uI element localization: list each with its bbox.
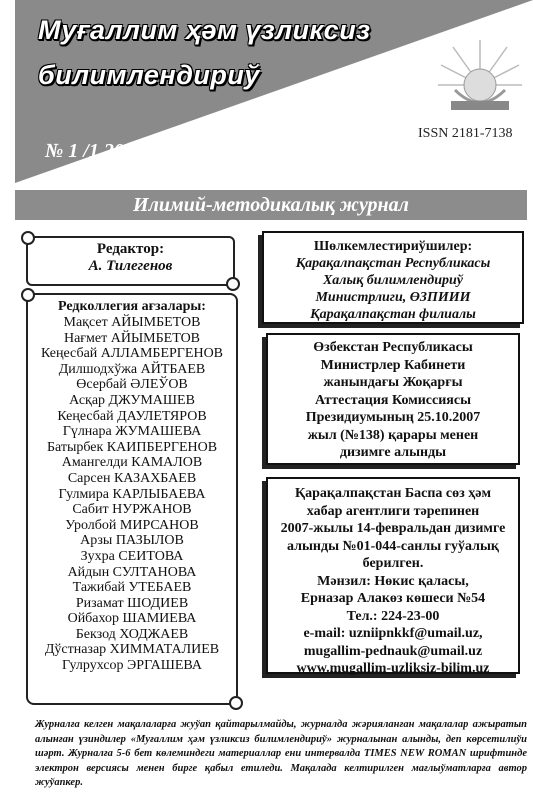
attestation-line: дизимге алынды: [339, 445, 447, 460]
founders-box: [262, 231, 524, 324]
board-member: Арзы ПАЗЫЛОВ: [80, 533, 184, 549]
board-member: Айдын СУЛТАНОВА: [67, 564, 197, 580]
attestation-box: [266, 333, 520, 465]
founders-title: Шөлкемлестириўшилер:: [313, 239, 473, 254]
phone-line: Тел.: 224-23-00: [346, 608, 440, 624]
board-member: Уролбой МИРСАНОВ: [65, 517, 199, 533]
board-member: Бекзод ХОДЖАЕВ: [75, 626, 189, 642]
press-line: берилген.: [362, 556, 424, 571]
address-line: Мәнзил: Нөкис қаласы,: [317, 573, 469, 589]
email-link[interactable]: mugallim-pednauk@umail.uz: [303, 643, 483, 659]
board-member: Кеңесбай ДАУЛЕТЯРОВ: [57, 408, 207, 424]
attestation-line: Аттестация Комиссиясы: [314, 392, 472, 408]
board-member: Амангелди КАМАЛОВ: [61, 455, 203, 471]
issue-number: № 1 /1 2021 жыл: [45, 140, 193, 162]
website-link[interactable]: www.mugallim-uzliksiz-bilim.uz: [296, 661, 490, 676]
board-member: Ойбахор ШАМИЕВА: [67, 611, 197, 627]
attestation-line: жыл (№138) қарары менен: [307, 427, 479, 443]
board-member: Батырбек КАИПБЕРГЕНОВ: [46, 439, 218, 455]
board-member: Өсербай ӘЛЕЎОВ: [76, 377, 188, 393]
press-line: Қарақалпақстан Баспа сөз ҳәм: [294, 486, 492, 501]
founders-line: Министрлиги, ӨЗПИИИ: [315, 290, 471, 305]
email-link[interactable]: e-mail: uzniipnkkf@umail.uz,: [303, 626, 483, 641]
attestation-line: Президиумының 25.10.2007: [305, 410, 481, 425]
founders-line: Қарақалпақстан филиалы: [310, 307, 476, 322]
cover-header: [0, 0, 533, 185]
attestation-line: Өзбекстан Республикасы: [313, 340, 473, 355]
journal-title-line1: Муғаллим ҳәм үзликсиз: [38, 15, 371, 45]
board-member: Кеңесбай АЛЛАМБЕРГЕНОВ: [40, 346, 224, 362]
board-member: Дўстназар ХИММАТАЛИЕВ: [44, 642, 220, 658]
founders-line: Халық билимлендириў: [322, 273, 464, 288]
footer-note: Журналға келген мақалаларға жуўап қайтарылмайды, журналда жәрияланған мақалалар ажыратып алынған үзиндилер «Муғаллим ҳәм үзликсиз билимлендириў» журналынан алынды, деп көрсетилиўи шәрт. Журналға 5-6 бет көлеминдеги материаллар ени интервалда TIMES NEW ROMAN шрифтинде электрон версиясы менен бирге қабыл етиледи. Мақалада келтирилген мағлыўматларға автор жуўапкер.: [35, 719, 527, 788]
board-member: Сабит НУРЖАНОВ: [72, 502, 192, 518]
address-line: Ерназар Алакөз көшеси №54: [300, 591, 486, 606]
board-member: Дилшодхўжа АЙТБАЕВ: [58, 361, 206, 377]
board-member: Мақсет АЙЫМБЕТОВ: [63, 315, 201, 330]
board-member: Зухра СЕИТОВА: [80, 548, 184, 564]
journal-title-line2: билимлендириў: [38, 60, 260, 90]
press-line: 2007-жылы 14-февральдан дизимге: [280, 521, 506, 536]
emblem-icon: [433, 35, 528, 120]
board-member: Гүлнара ЖУМАШЕВА: [62, 424, 202, 440]
editor-scroll: [26, 236, 235, 286]
editorial-board-scroll: [26, 293, 238, 705]
board-member: Ризамат ШОДИЕВ: [75, 595, 189, 611]
founders-line: Қарақалпақстан Республикасы: [295, 256, 491, 271]
journal-type-band: Илимий-методикалық журнал: [15, 190, 527, 220]
attestation-line: Министрлер Кабинети: [320, 357, 466, 373]
issn-label: ISSN 2181-7138: [418, 126, 513, 141]
board-member: Сарсен КАЗАХБАЕВ: [67, 470, 197, 486]
press-registration-box: [266, 477, 520, 674]
board-member: Гулмира КАРЛЫБАЕВА: [58, 486, 206, 502]
board-label: Редколлегия ағзалары:: [58, 299, 206, 314]
board-member: Нағмет АЙЫМБЕТОВ: [63, 330, 201, 346]
press-line: алынды №01-044-санлы гуўалық: [287, 538, 499, 554]
press-line: хабар агентлиги тәрепинен: [306, 503, 480, 519]
editor-name: А. Тилегенов: [88, 258, 173, 274]
board-member: Тажибай УТЕБАЕВ: [72, 580, 192, 596]
attestation-line: жанындағы Жоқарғы: [323, 375, 463, 390]
board-member: Асқар ДЖУМАШЕВ: [69, 392, 195, 408]
editor-label: Редактор:: [96, 241, 165, 257]
board-members-list: [28, 315, 236, 674]
board-member: Гулрухсор ЭРГАШЕВА: [61, 658, 202, 674]
